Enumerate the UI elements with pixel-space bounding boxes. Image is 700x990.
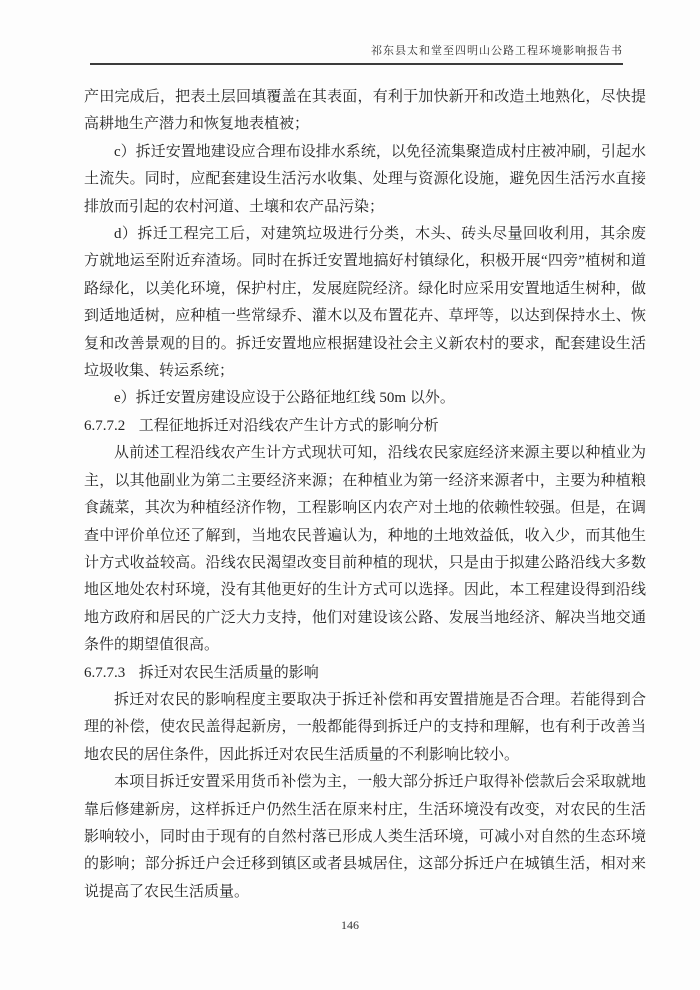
paragraph-item-c: c）拆迁安置地建设应合理布设排水系统，以免径流集聚造成村庄被冲刷，引起水土流失。同时，应配套建设生活污水收集、处理与资源化设施，避免因生活污水直接排放而引起的农村河道、土壤和农产品污染； [84,143,646,215]
section-title: 拆迁对农民生活质量的影响 [138,664,319,681]
paragraph-item-d: d）拆迁工程完工后，对建筑垃圾进行分类，木头、砖头尽量回收利用，其余废方就地运至附近弃渣场。同时在拆迁安置地搞好村镇绿化，积极开展“四旁”植树和道路绿化，以美化环境，保护村庄，发展庭院经济。绿化时应采用安置地适生树种，做到适地适树，应种植一些常绿乔、灌木以及布置花卉、草坪等，以达到保持水土、恢复和改善景观的目的。拆迁安置地应根据建设社会主义新农村的要求，配套建设生活垃圾收集、转运系统； [84,226,646,380]
page-number: 146 [341,918,359,932]
paragraph-quality-of-life-1: 拆迁对农民的影响程度主要取决于拆迁补偿和再安置措施是否合理。若能得到合理的补偿，使农民盖得起新房，一般都能得到拆迁户的支持和理解，也有利于改善当地农民的居住条件，因此拆迁对农民生活质量的不利影响比较小。 [84,691,646,763]
paragraph-item-e: e）拆迁安置房建设应设于公路征地红线 50m 以外。 [114,390,455,407]
section-number: 6.7.7.2 [84,417,126,434]
header-running-title: 祁东县太和堂至四明山公路工程环境影响报告书 [90,44,623,65]
paragraph-livelihood-analysis: 从前述工程沿线农产生计方式现状可知，沿线农民家庭经济来源主要以种植业为主，以其他副业为第二主要经济来源；在种植业为第一经济来源者中，主要为种植粮食蔬菜，其次为种植经济作物，工程影响区内农产对土地的依赖性较强。但是，在调查中评价单位还了解到，当地农民普遍认为，种地的土地效益低，收入少，而其他生计方式收益较高。沿线农民渴望改变目前种植的现状，只是由于拟建公路沿线大多数地区地处农村环境，没有其他更好的生计方式可以选择。因此，本工程建设得到沿线地方政府和居民的广泛大力支持，他们对建设该公路、发展当地经济、解决当地交通条件的期望值很高。 [84,445,646,654]
paragraph-continuation: 产田完成后，把表土层回填覆盖在其表面，有利于加快新开和改造土地熟化，尽快提高耕地生产潜力和恢复地表植被； [84,89,646,133]
section-number: 6.7.7.3 [84,664,126,681]
document-body [84,84,646,906]
section-heading-6773 [84,660,646,687]
section-heading-6772 [84,413,646,440]
section-title: 工程征地拆迁对沿线农产生计方式的影响分析 [138,417,439,434]
paragraph-quality-of-life-2: 本项目拆迁安置采用货币补偿为主，一般大部分拆迁户取得补偿款后会采取就地靠后修建新房，这样拆迁户仍然生活在原来村庄，生活环境没有改变，对农民的生活影响较小，同时由于现有的自然村落已形成人类生活环境，可减小对自然的生态环境的影响；部分拆迁户会迁移到镇区或者县城居住，这部分拆迁户在城镇生活，相对来说提高了农民生活质量。 [84,774,646,900]
